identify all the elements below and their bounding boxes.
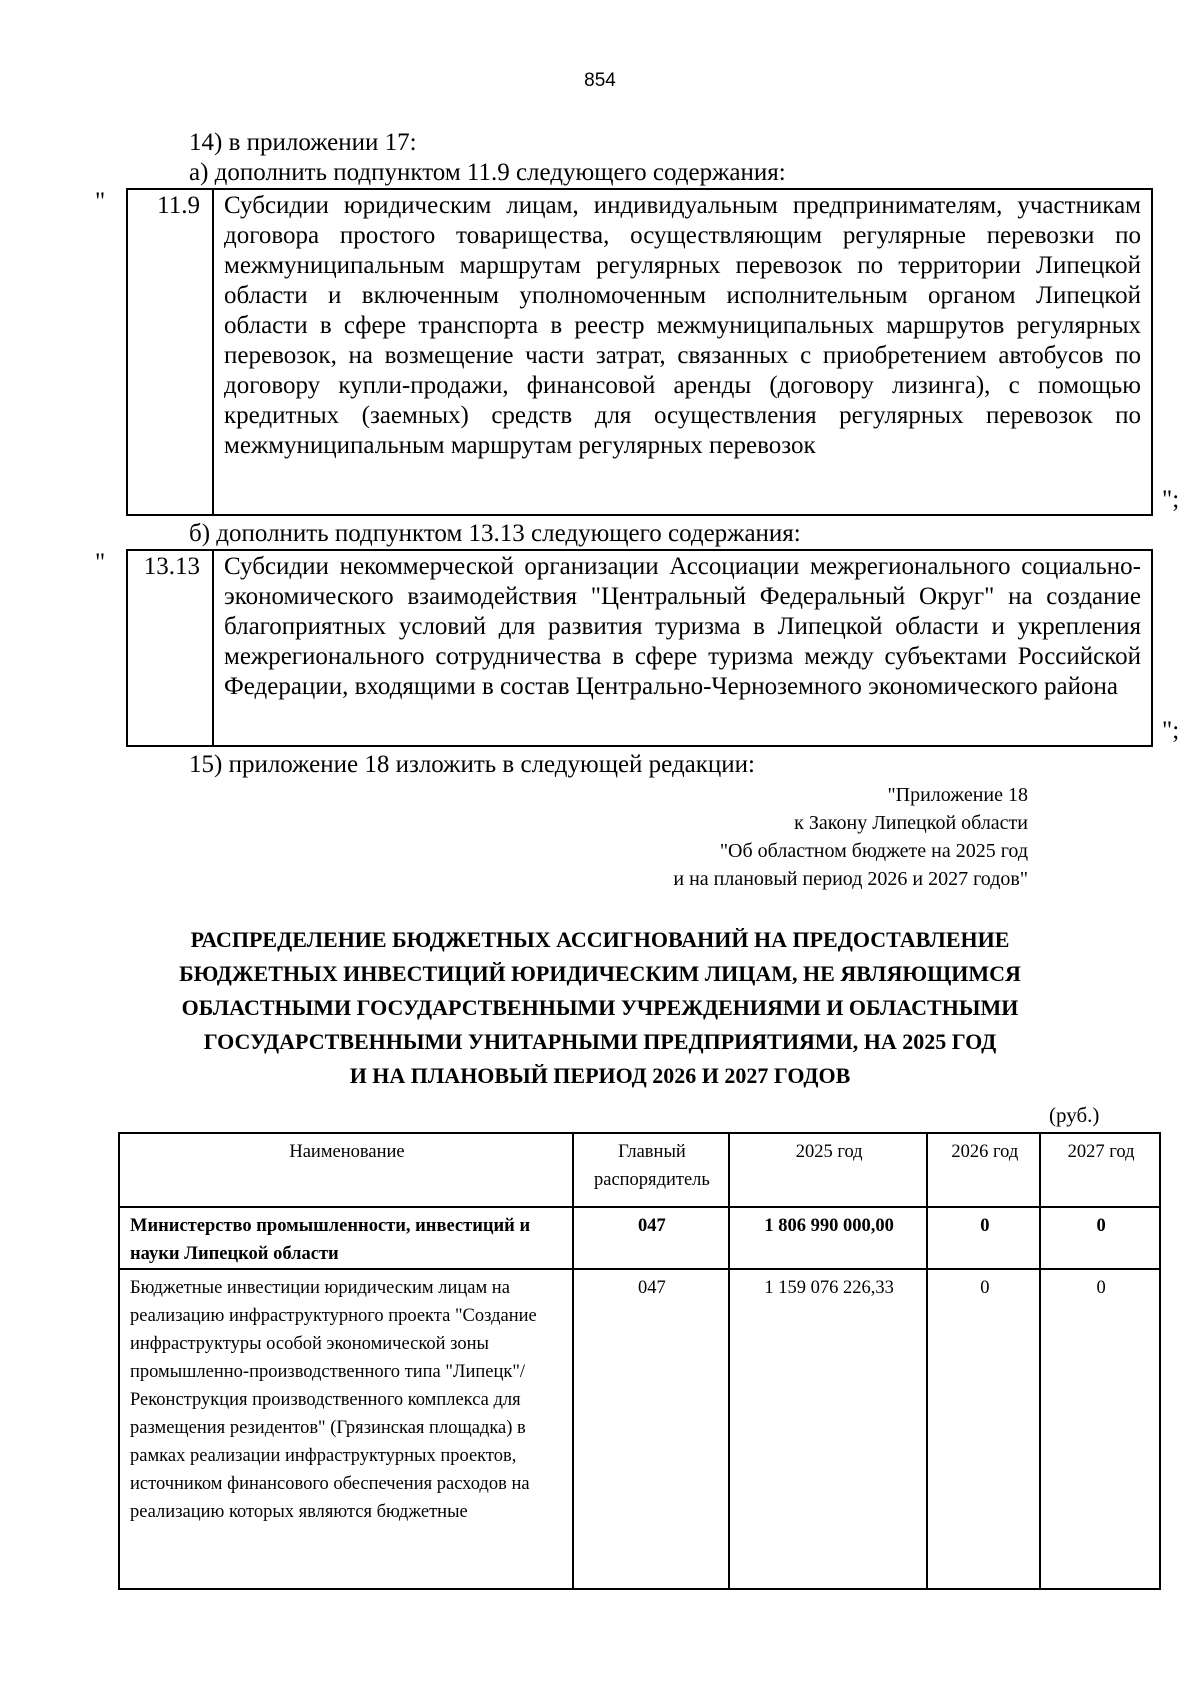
row-2027: 0 <box>1040 1207 1160 1269</box>
row-name: Министерство промышленности, инвестиций и науки Липецкой области <box>119 1207 573 1269</box>
page-number: 854 <box>584 70 616 91</box>
header-2026: 2026 год <box>927 1133 1040 1207</box>
open-quote-a: " <box>95 188 106 215</box>
row-2026: 0 <box>927 1207 1040 1269</box>
row-name: Бюджетные инвестиции юридическим лицам на реализацию инфраструктурного проекта "Создание инфраструктуры особой экономической зоны промышленно-производственного типа "Липецк"/Реконструкция производственного комплекса для размещения резидентов" (Грязинская площадка) в рамках реализации инфраструктурных проектов, источником финансового обеспечения расходов на реализацию которых являются бюджетные <box>119 1269 573 1589</box>
item15-heading: 15) приложение 18 изложить в следующей редакции: <box>189 751 755 778</box>
row-2025: 1 806 990 000,00 <box>729 1207 928 1269</box>
appendix-line: к Закону Липецкой области <box>794 812 1028 834</box>
appendix-line: "Об областном бюджете на 2025 год <box>719 840 1028 862</box>
table-row <box>119 1269 1160 1589</box>
close-quote-a: "; <box>1162 486 1180 513</box>
row-2026: 0 <box>927 1269 1040 1589</box>
title-line: БЮДЖЕТНЫХ ИНВЕСТИЦИЙ ЮРИДИЧЕСКИМ ЛИЦАМ, НЕ ЯВЛЯЮЩИМСЯ <box>179 961 1021 986</box>
subsection-13-13-box <box>126 549 1153 747</box>
appendix-header <box>428 781 1028 893</box>
subsection-text: Субсидии некоммерческой организации Ассоциации межрегионального социально-экономического взаимодействия "Центральный Федеральный Округ" на создание благоприятных условий для развития туризма в Липецкой области и укрепления межрегионального сотрудничества в сфере туризма между субъектами Российской Федерации, входящими в состав Центрально-Черноземного экономического района <box>224 553 1141 700</box>
subsection-number: 11.9 <box>128 190 214 514</box>
allocation-table <box>118 1132 1161 1590</box>
row-code: 047 <box>573 1207 729 1269</box>
row-2025: 1 159 076 226,33 <box>729 1269 928 1589</box>
title-line: ГОСУДАРСТВЕННЫМИ УНИТАРНЫМИ ПРЕДПРИЯТИЯМИ, НА 2025 ГОД <box>203 1029 997 1054</box>
item14-heading: 14) в приложении 17: <box>189 129 417 156</box>
subsection-text: Субсидии юридическим лицам, индивидуальным предпринимателям, участникам договора простого товарищества, осуществляющим регулярные перевозки по межмуниципальным маршрутам регулярных перевозок по территории Липецкой области и включенным уполномоченным исполнительным органом Липецкой области в сфере транспорта в реестр межмуниципальных маршрутов регулярных перевозок, на возмещение части затрат, связанных с приобретением автобусов по договору купли-продажи, финансовой аренды (договору лизинга), с помощью кредитных (заемных) средств для осуществления регулярных перевозок по межмуниципальным маршрутам регулярных перевозок <box>224 192 1141 459</box>
unit-label: (руб.) <box>1049 1103 1100 1127</box>
row-code: 047 <box>573 1269 729 1589</box>
item14-sub-a: а) дополнить подпунктом 11.9 следующего содержания: <box>189 159 786 186</box>
header-name: Наименование <box>119 1133 573 1207</box>
title-line: ОБЛАСТНЫМИ ГОСУДАРСТВЕННЫМИ УЧРЕЖДЕНИЯМИ И ОБЛАСТНЫМИ <box>181 995 1019 1020</box>
table-row <box>119 1207 1160 1269</box>
subsection-number: 13.13 <box>128 551 214 745</box>
header-2027: 2027 год <box>1040 1133 1160 1207</box>
header-main-manager: Главный распорядитель <box>573 1133 729 1207</box>
appendix-line: и на плановый период 2026 и 2027 годов" <box>673 868 1028 890</box>
document-title <box>0 923 1200 1093</box>
table-header-row <box>119 1133 1160 1207</box>
title-line: И НА ПЛАНОВЫЙ ПЕРИОД 2026 И 2027 ГОДОВ <box>349 1063 851 1088</box>
row-2027: 0 <box>1040 1269 1160 1589</box>
subsection-11-9-box <box>126 188 1153 516</box>
open-quote-b: " <box>95 549 106 576</box>
appendix-line: "Приложение 18 <box>887 784 1028 806</box>
item14-sub-b: б) дополнить подпунктом 13.13 следующего содержания: <box>189 520 801 547</box>
close-quote-b: "; <box>1162 717 1180 744</box>
header-2025: 2025 год <box>729 1133 928 1207</box>
title-line: РАСПРЕДЕЛЕНИЕ БЮДЖЕТНЫХ АССИГНОВАНИЙ НА ПРЕДОСТАВЛЕНИЕ <box>190 927 1010 952</box>
